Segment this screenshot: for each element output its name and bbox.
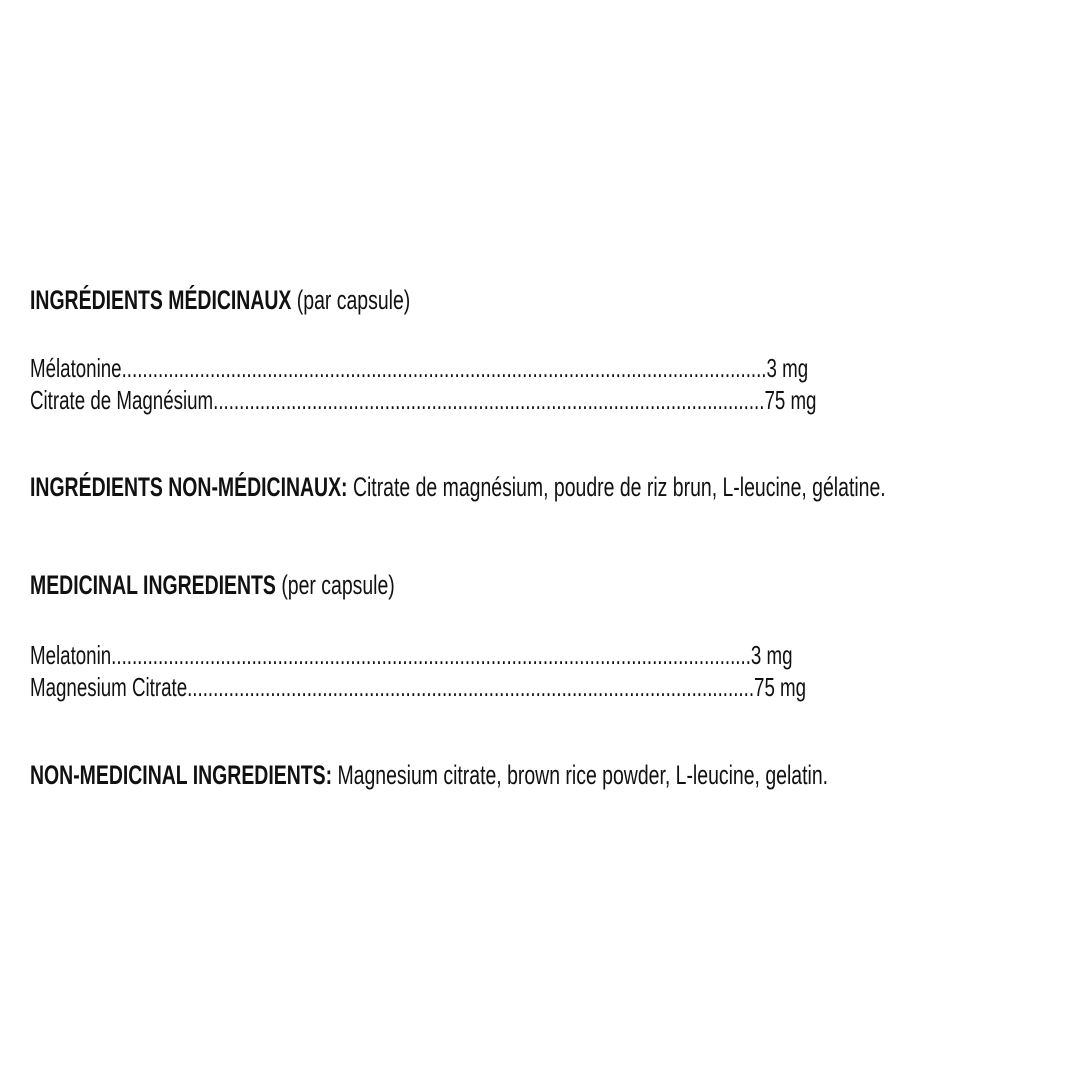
dot-leader: ........................................................................................................................... — [111, 640, 751, 670]
fr-medicinal-title: INGRÉDIENTS MÉDICINAUX — [30, 285, 292, 315]
fr-dose-row-melatonin — [30, 352, 816, 384]
fr-dose-row-magnesium — [30, 384, 816, 416]
dose-name: Citrate de Magnésium — [30, 385, 214, 415]
dot-leader: ............................................................................................................................ — [121, 353, 767, 383]
en-non-medicinal-title: NON-MEDICINAL INGREDIENTS: — [30, 760, 333, 790]
en-non-medicinal — [30, 759, 828, 791]
dose-name: Melatonin — [30, 640, 112, 670]
fr-non-medicinal-title: INGRÉDIENTS NON-MÉDICINAUX: — [30, 472, 348, 502]
fr-non-medicinal-list: Citrate de magnésium, poudre de riz brun, L-leucine, gélatine. — [352, 472, 886, 502]
dose-amount: 75 mg — [754, 672, 807, 702]
dose-name: Magnesium Citrate — [30, 672, 188, 702]
fr-non-medicinal — [30, 471, 886, 503]
dot-leader: ............................................................................................................. — [187, 672, 755, 702]
dot-leader: .......................................................................................................... — [213, 385, 765, 415]
fr-medicinal-qualifier: (par capsule) — [296, 285, 411, 315]
en-medicinal-title: MEDICINAL INGREDIENTS — [30, 570, 276, 600]
en-non-medicinal-list: Magnesium citrate, brown rice powder, L-leucine, gelatin. — [337, 760, 829, 790]
fr-dose-list — [30, 352, 1080, 416]
en-dose-row-magnesium — [30, 671, 806, 703]
dose-amount: 3 mg — [750, 640, 793, 670]
dose-amount: 75 mg — [764, 385, 817, 415]
en-dose-list — [30, 639, 1080, 703]
fr-medicinal-heading — [30, 284, 410, 316]
en-medicinal-qualifier: (per capsule) — [281, 570, 395, 600]
en-dose-row-melatonin — [30, 639, 806, 671]
en-medicinal-heading — [30, 569, 395, 601]
dose-name: Mélatonine — [30, 353, 122, 383]
dose-amount: 3 mg — [766, 353, 809, 383]
